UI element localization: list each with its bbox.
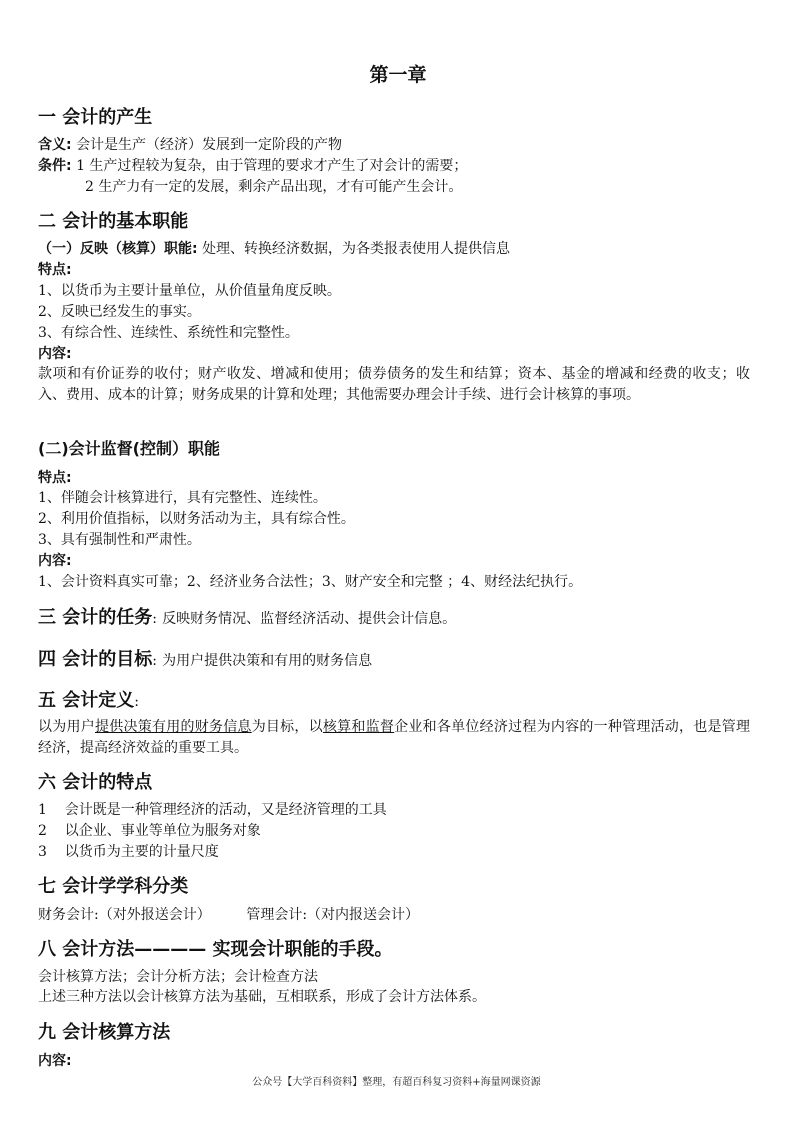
section-5-line: 五 会计定义: — [38, 690, 139, 711]
section-3-heading: 三 会计的任务 — [38, 607, 153, 628]
sub2-feature-item: 3、具有强制性和严肃性。 — [38, 532, 201, 548]
content-text: 款项和有价证券的收付；财产收发、增减和使用；债券债务的发生和结算；资本、基金的增减和经费的收支；收入、费用、成本的计算；财务成果的计算和处理；其他需要办理会计手续、进行会计核算的事项。 — [38, 366, 750, 403]
sub2-feature-item: 2、利用价值指标，以财务活动为主，具有综合性。 — [38, 511, 355, 527]
page-footer: 公众号【大学百科资料】整理，有超百科复习资料+海量网课资源 — [252, 1077, 541, 1088]
sub2-feature-item: 1、伴随会计核算进行，具有完整性、连续性。 — [38, 490, 327, 506]
meaning-label: 含义: — [38, 137, 72, 153]
feature-item: 3 以货币为主要的计量尺度 — [38, 844, 219, 860]
section-3-line: 三 会计的任务: 反映财务情况、监督经济活动、提供会计信息。 — [38, 607, 457, 628]
meaning-text: 会计是生产（经济）发展到一定阶段的产物 — [76, 137, 343, 153]
feature-item: 2 以企业、事业等单位为服务对象 — [38, 823, 261, 839]
feature-item: 1、以货币为主要计量单位，从价值量角度反映。 — [38, 283, 341, 299]
condition-1: 1 生产过程较为复杂，由于管理的要求才产生了对会计的需要； — [76, 158, 468, 174]
condition-2: 2 生产力有一定的发展，剩余产品出现，才有可能产生会计。 — [85, 179, 463, 195]
feature-item: 1 会计既是一种管理经济的活动，又是经济管理的工具 — [38, 802, 387, 818]
section-5-definition: 以为用户提供决策有用的财务信息为目标，以核算和监督企业和各单位经济过程为内容的一种管理活动，也是管理经济，提高经济效益的重要工具。 — [38, 719, 751, 756]
section-9-heading: 九 会计核算方法 — [38, 1022, 171, 1043]
underlined-term: 提供决策有用的财务信息 — [94, 719, 252, 735]
conditions-line — [38, 156, 467, 176]
sub2-content-text: 1、会计资料真实可靠；2、经济业务合法性；3、财产安全和完整 ；4、财经法纪执行。 — [38, 574, 583, 590]
features-label: 特点: — [38, 262, 72, 278]
section-6-heading: 六 会计的特点 — [38, 772, 153, 793]
section-4-text: 为用户提供决策和有用的财务信息 — [162, 653, 373, 669]
section-7-heading: 七 会计学学科分类 — [38, 876, 189, 897]
meaning-line — [38, 135, 342, 155]
section-5-heading: 五 会计定义 — [38, 690, 135, 711]
sub2-features-label: 特点: — [38, 470, 72, 486]
methods-summary: 上述三种方法以会计核算方法为基础，互相联系，形成了会计方法体系。 — [38, 989, 486, 1005]
underlined-term: 核算和监督 — [322, 719, 395, 735]
sub2-content-label: 内容: — [38, 553, 72, 569]
section-4-heading: 四 会计的目标 — [38, 649, 153, 670]
sub1-line — [38, 239, 510, 259]
feature-item: 3、有综合性、连续性、系统性和完整性。 — [38, 325, 299, 341]
sub1-text: 处理、转换经济数据，为各类报表使用人提供信息 — [202, 241, 511, 257]
sub1-label: （一）反映（核算）职能: — [38, 241, 198, 257]
section-1-heading: 一 会计的产生 — [38, 107, 153, 128]
section-4-line: 四 会计的目标: 为用户提供决策和有用的财务信息 — [38, 649, 373, 670]
section-9-content-label: 内容: — [38, 1053, 72, 1069]
section-2-heading: 二 会计的基本职能 — [38, 211, 189, 232]
content-label: 内容: — [38, 346, 72, 362]
classification-text: 财务会计:（对外报送会计） 管理会计:（对内报送会计） — [38, 907, 420, 923]
section-8-heading: 八 会计方法———— 实现会计职能的手段。 — [38, 939, 393, 960]
feature-item: 2、反映已经发生的事实。 — [38, 304, 201, 320]
chapter-title: 第一章 — [369, 64, 427, 86]
sub2-heading: (二)会计监督(控制）职能 — [38, 439, 220, 458]
methods-line: 会计核算方法；会计分析方法；会计检查方法 — [38, 969, 318, 985]
section-3-text: 反映财务情况、监督经济活动、提供会计信息。 — [162, 611, 457, 627]
conditions-label: 条件: — [38, 158, 72, 174]
